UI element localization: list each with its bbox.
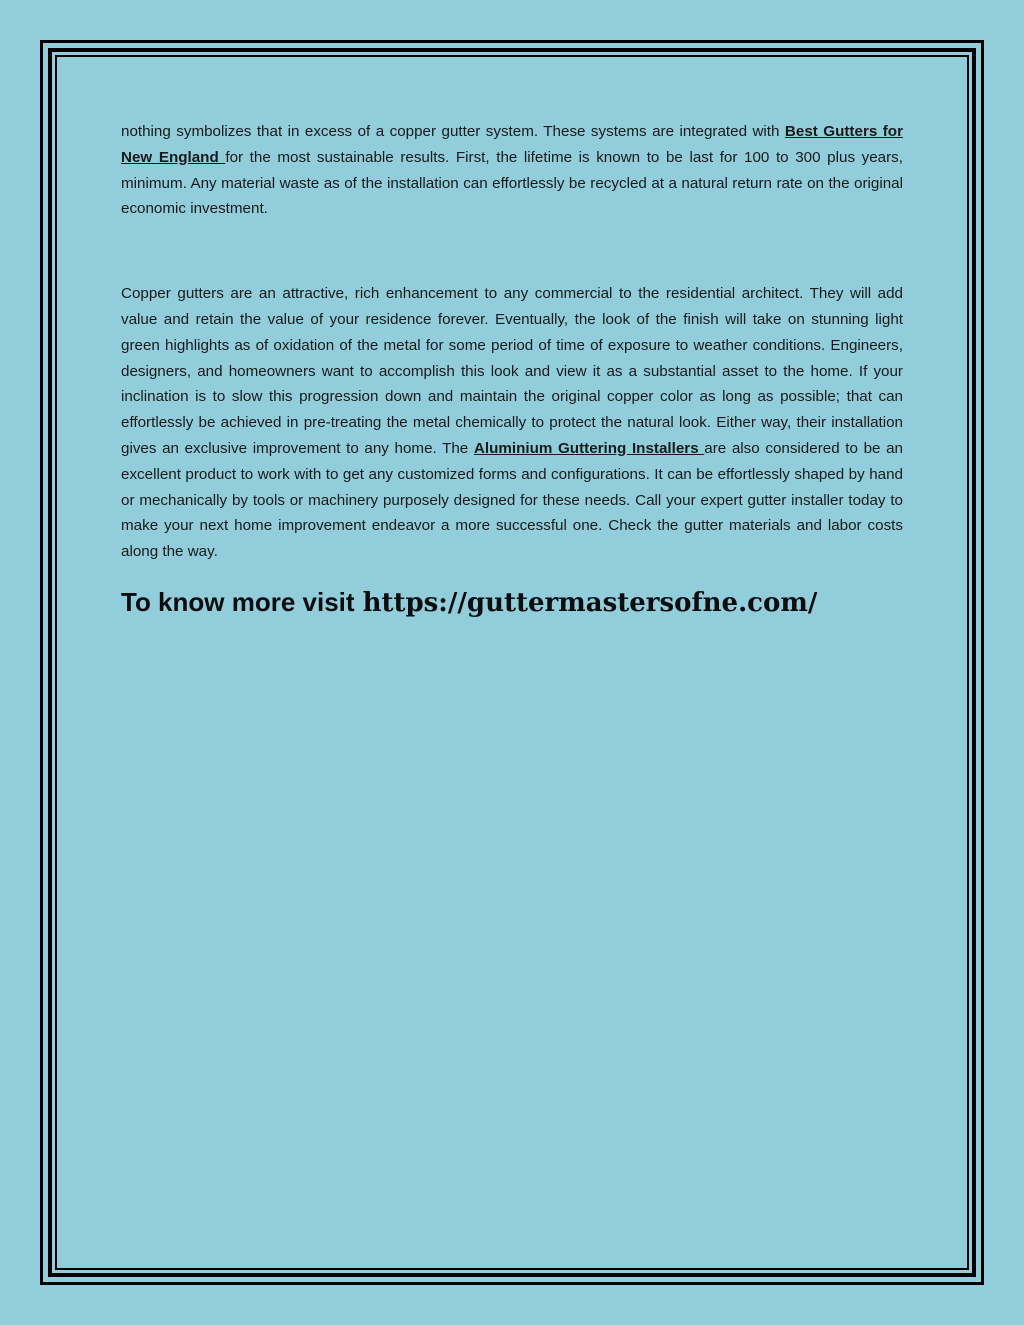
paragraph-text: Copper gutters are an attractive, rich enhancement to any commercial to the residential architect. They will add value and retain the value of your residence forever. Eventually, the look of the finish will take on stunning light green highlights as of oxidation of the metal for some period of time of exposure to weather conditions. Engineers, designers, and homeowners want to accomplish this look and view it as a substantial asset to the home. If your inclination is to slow this progression down and maintain the original copper color as long as possible; that can effortlessly be achieved in pre-treating the metal chemically to protect the natural look. Either way, their installation gives an exclusive improvement to any home. The [121, 285, 903, 457]
visit-label: To know more visit [121, 586, 355, 617]
paragraph-text: nothing symbolizes that in excess of a copper gutter system. These systems are integrated with [121, 123, 785, 140]
paragraph-copper-lifetime [121, 119, 903, 222]
visit-line [121, 587, 903, 618]
best-gutters-new-england-link[interactable]: Best Gutters for New England [121, 123, 903, 166]
paragraph-copper-benefits [121, 281, 903, 565]
document-body [121, 119, 903, 618]
paragraph-text: are also considered to be an excellent product to work with to get any customized forms and configurations. It can be effortlessly shaped by hand or mechanically by tools or machinery purposely designed for these needs. Call your expert gutter installer today to make your next home improvement endeavor a more successful one. Check the gutter materials and labor costs along the way. [121, 439, 903, 561]
aluminium-guttering-installers-link[interactable]: Aluminium Guttering Installers [473, 439, 705, 457]
website-url-link[interactable]: https://guttermastersofne.com/ [362, 587, 818, 618]
paragraph-text: for the most sustainable results. First, the lifetime is known to be last for 100 to 300 plus years, minimum. Any material waste as of the installation can effortlessly be recycled at a natural return rate on the original economic investment. [121, 148, 903, 218]
